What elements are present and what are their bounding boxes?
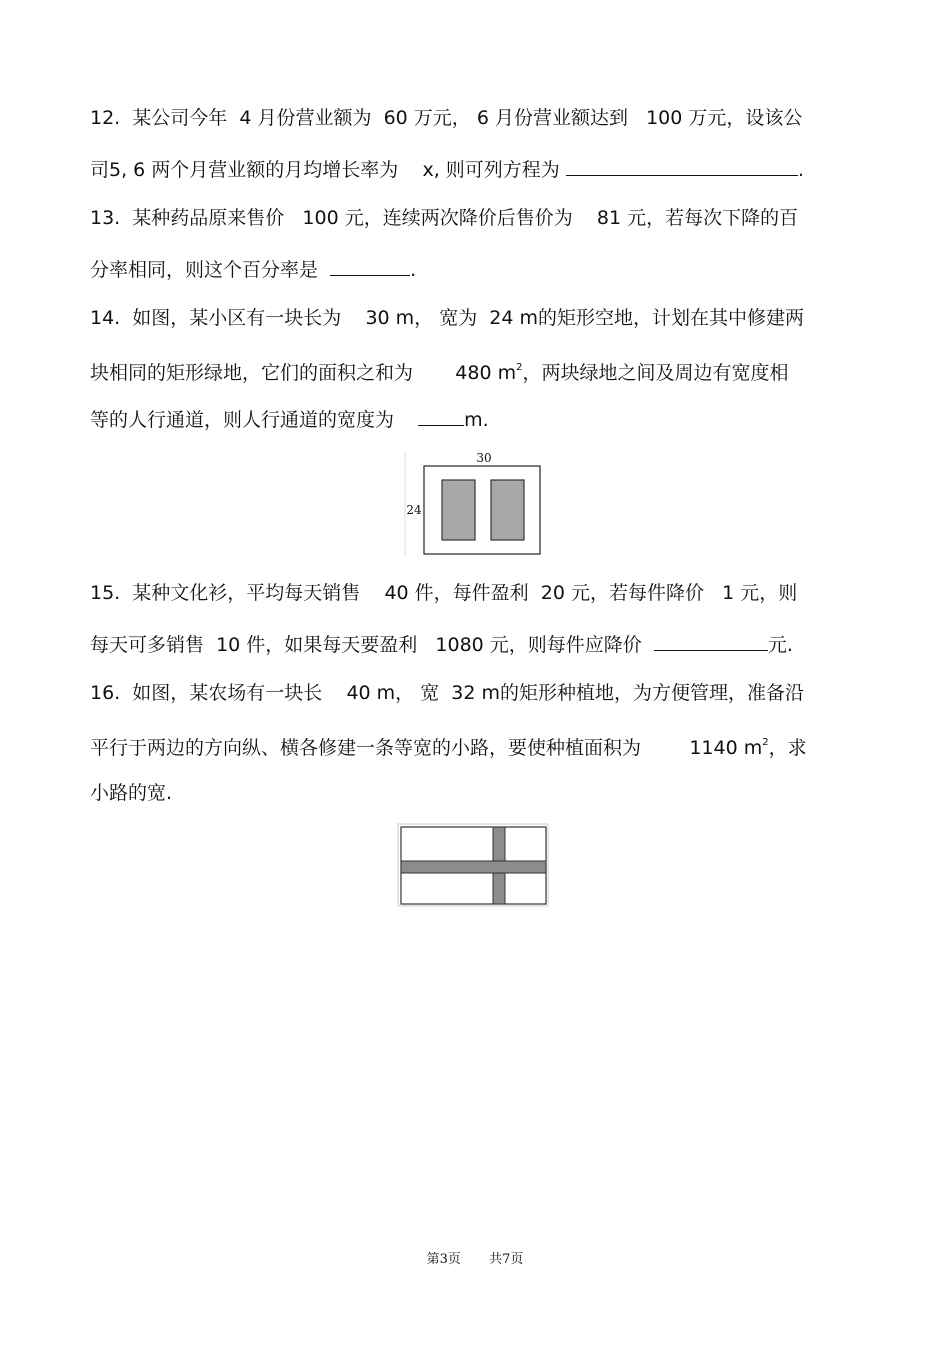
q13-line-1: 13. 某种药品原来售价 100 元，连续两次降价后售价为 81 元，若每次下降的百 bbox=[90, 207, 799, 229]
q15-line-2-text: 每天可多销售 10 件，如果每天要盈利 1080 元，则每件应降价 bbox=[90, 634, 654, 656]
q12-line-2-end: . bbox=[797, 159, 804, 181]
q14-line-3-end: m. bbox=[464, 409, 489, 431]
q14-superscript: 2 bbox=[516, 362, 523, 373]
q16-line-2 bbox=[90, 730, 860, 761]
q16-figure bbox=[397, 823, 549, 907]
q14-line-3 bbox=[90, 405, 860, 433]
q14-line-2-text-b: ，两块绿地之间及周边有宽度相 bbox=[522, 362, 789, 384]
q15-line-2 bbox=[90, 630, 860, 658]
q16-superscript: 2 bbox=[762, 737, 769, 748]
q14-figure bbox=[404, 452, 542, 556]
q12-line-2 bbox=[90, 155, 860, 183]
q13-line-2-end: . bbox=[410, 259, 417, 281]
q12-answer-blank[interactable] bbox=[566, 155, 798, 176]
q13-line-2-text: 分率相同，则这个百分率是 bbox=[90, 259, 331, 281]
q16-horizontal-path bbox=[401, 861, 546, 873]
q16-line-2-text-b: ，求 bbox=[768, 737, 807, 759]
q14-green-plot-right bbox=[491, 480, 524, 540]
q14-line-2-text-a: 块相同的矩形绿地，它们的面积之和为 480 m bbox=[90, 362, 517, 384]
q14-line-2 bbox=[90, 355, 860, 386]
q14-height-label: 24 bbox=[406, 503, 422, 517]
q15-line-1: 15. 某种文化衫，平均每天销售 40 件，每件盈利 20 元，若每件降价 1 元，则 bbox=[90, 582, 798, 604]
q15-line-2-end: 元. bbox=[767, 634, 793, 656]
q15-answer-blank[interactable] bbox=[654, 630, 768, 651]
q16-line-2-text-a: 平行于两边的方向纵、横各修建一条等宽的小路，要使种植面积为 1140 m bbox=[90, 737, 763, 759]
q14-width-label: 30 bbox=[476, 452, 492, 465]
q12-line-2-text: 司5, 6 两个月营业额的月均增长率为 x, 则可列方程为 bbox=[90, 159, 566, 181]
q13-answer-blank[interactable] bbox=[330, 255, 410, 276]
q12-line-1: 12. 某公司今年 4 月份营业额为 60 万元， 6 月份营业额达到 100 万元，设该公 bbox=[90, 107, 803, 129]
q14-line-3-text: 等的人行通道，则人行通道的宽度为 bbox=[90, 409, 419, 431]
page-number: 第3页 bbox=[426, 1252, 461, 1267]
q16-line-3: 小路的宽. bbox=[90, 782, 173, 804]
q16-line-1: 16. 如图，某农场有一块长 40 m， 宽 32 m的矩形种植地，为方便管理，准备沿 bbox=[90, 682, 805, 704]
total-pages: 共7页 bbox=[489, 1252, 524, 1267]
q14-green-plot-left bbox=[442, 480, 475, 540]
q14-line-1: 14. 如图，某小区有一块长为 30 m， 宽为 24 m的矩形空地，计划在其中修建两 bbox=[90, 307, 805, 329]
q14-answer-blank[interactable] bbox=[418, 405, 464, 426]
q13-line-2 bbox=[90, 255, 860, 283]
page-footer bbox=[0, 1248, 950, 1267]
